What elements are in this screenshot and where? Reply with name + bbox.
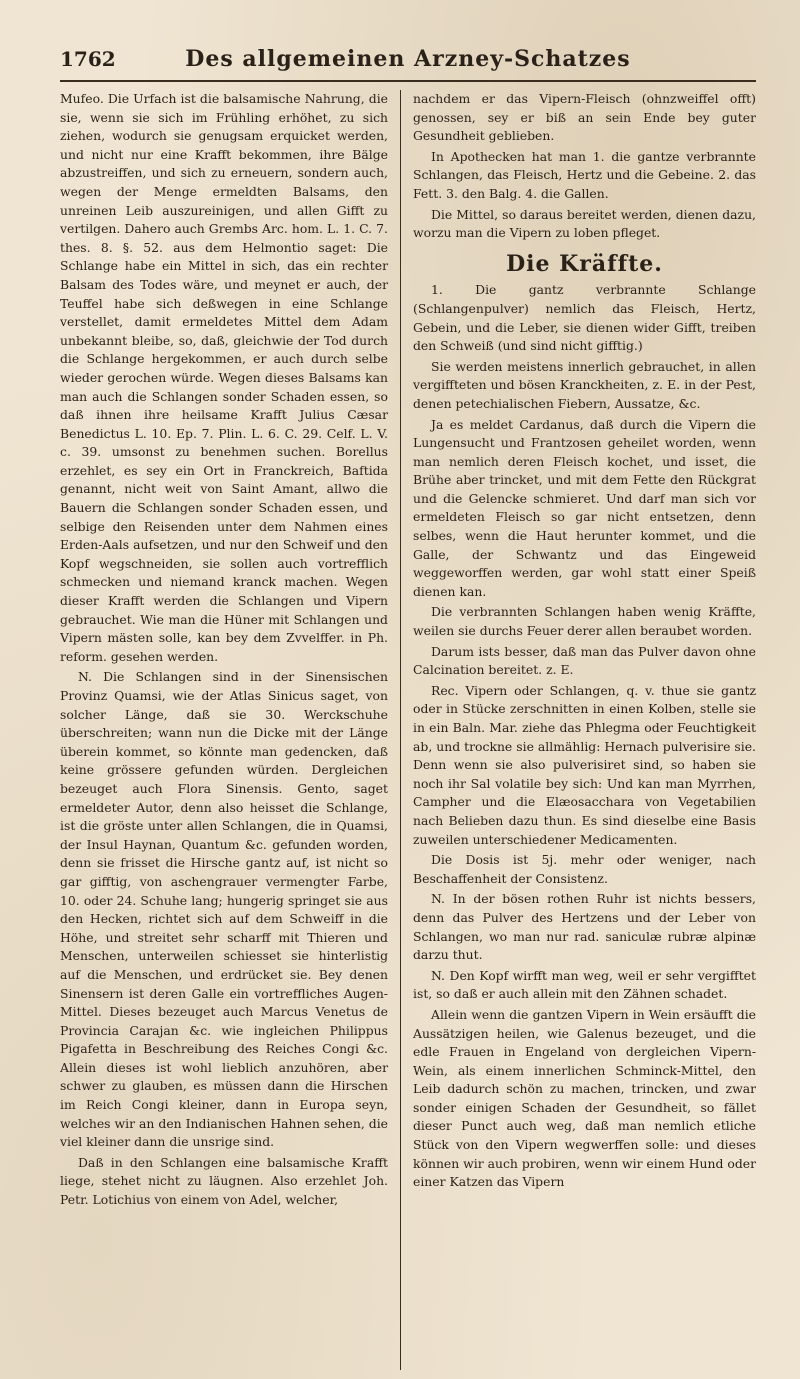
left-column — [60, 90, 400, 1370]
paragraph: Mufeo. Die Urfach ist die balsamische Nahrung, die sie, wenn sie sich im Frühling erhöhet, zu sich ziehen, wodurch sie genugsam erquicket werden, und nicht nur eine Krafft bekommen, ihre Bälge abzustreiffen, und sich zu erneuern, sondern auch, wegen der Menge ermeldten Balsams, den unreinen Leib auszureinigen, und allen Gifft zu vertilgen. Dahero auch Grembs Arc. hom. L. 1. C. 7. thes. 8. §. 52. aus dem Helmontio saget: Die Schlange habe ein Mittel in sich, das ein rechter Balsam des Todes wäre, und meynet er auch, der Teuffel habe sich deßwegen in eine Schlange verstellet, damit ermeldetes Mittel dem Adam unbekannt bleibe, so, daß, gleichwie der Tod durch die Schlange hergekommen, er auch durch selbe wieder gerochen würde. Wegen dieses Balsams kan man auch die Schlangen sonder Schaden essen, so daß ihnen ihre heilsame Krafft Julius Cæsar Benedictus L. 10. Ep. 7. Plin. L. 6. C. 29. Celf. L. V. c. 39. umsonst zu benehmen suchen. Borellus erzehlet, es sey ein Ort in Franckreich, Baftida genannt, nicht weit von Saint Amant, allwo die Bauern die Schlangen sonder Schaden essen, und selbige den Reisenden unter dem Nahmen eines Erden-Aals aufsetzen, und nur den Schweif und den Kopf wegschneiden, sie sollen auch vortrefflich schmecken und niemand kranck machen. Wegen dieser Krafft werden die Schlangen und Vipern gebrauchet. Wie man die Hüner mit Schlangen und Vipern mästen solle, kan bey dem Zvvelffer. in Ph. reform. gesehen werden. — [60, 91, 388, 664]
text-columns — [60, 90, 756, 1370]
paragraph: Rec. Vipern oder Schlangen, q. v. thue sie gantz oder in Stücke zerschnitten in einen Kolben, stelle sie in ein Baln. Mar. ziehe das Phlegma oder Feuchtigkeit ab, und trockne sie allmählig: Hernach pulverisire sie. Denn wenn sie also pulverisiret sind, so haben sie noch ihr Sal volatile bey sich: Und kan man Myrrhen, Campher und die Elæosacchara von Vegetabilien nach Belieben dazu thun. Es sind dieselbe eine Basis zuweilen unterschiedener Medicamenten. — [413, 682, 756, 847]
paragraph: Die verbrannten Schlangen haben wenig Kräffte, weilen sie durchs Feuer derer allen beraubet worden. — [413, 604, 756, 639]
paragraph: Ja es meldet Cardanus, daß durch die Vipern die Lungensucht und Frantzosen geheilet worden, wenn man nemlich deren Fleisch kochet, und isset, die Brühe aber trincket, und mit dem Fette den Rückgrat und die Gelencke schmieret. Und darf man sich vor ermeldeten Fleisch so gar nicht entsetzen, denn selbes, wenn die Haut herunter kommet, und die Galle, der Schwantz und das Eingeweid weggeworffen werden, gar wohl statt einer Speiß dienen kan. — [413, 416, 756, 599]
paragraph: Die Dosis ist 5j. mehr oder weniger, nach Beschaffenheit der Consistenz. — [413, 852, 756, 886]
paragraph: Sie werden meistens innerlich gebrauchet, in allen vergiffteten und bösen Kranckheiten, z. E. in der Pest, denen petechialischen Fiebern, Aussatze, &c. — [413, 358, 756, 411]
paragraph: Allein wenn die gantzen Vipern in Wein ersäufft die Aussätzigen heilen, wie Galenus bezeuget, und die edle Frauen in Engeland von dergleichen Vipern-Wein, als einem innerlichen Schminck-Mittel, den Leib dadurch schön zu machen, trincken, und zwar sonder einigen Schaden der Gesundheit, so fället dieser Punct auch weg, daß man nemlich etliche Stück von den Vipern wegwerffen solle: und dieses können wir auch probiren, wenn wir einem Hund oder einer Katzen das Vipern — [413, 1006, 756, 1190]
paragraph: N. In der bösen rothen Ruhr ist nichts bessers, denn das Pulver des Hertzens und der Leber von Schlangen, wo man nur rad. saniculæ rubræ alpinæ darzu thut. — [413, 891, 756, 963]
section-heading: Die Kräffte. — [506, 250, 663, 277]
paragraph: In Apothecken hat man 1. die gantze verbrannte Schlangen, das Fleisch, Hertz und die Gebeine. 2. das Fett. 3. den Balg. 4. die Gallen. — [413, 148, 756, 201]
paragraph: N. Die Schlangen sind in der Sinensischen Provinz Quamsi, wie der Atlas Sinicus saget, von solcher Länge, daß sie 30. Werckschuhe überschreiten; wann nun die Dicke mit der Länge überein kommet, so könnte man gedencken, daß keine grössere gefunden würden. Dergleichen bezeuget auch Flora Sinensis. Gento, saget ermeldeter Autor, denn also heisset die Schlange, ist die gröste unter allen Schlangen, die in Quamsi, der Insul Haynan, Quantum &c. gefunden worden, denn sie frisset die Hirsche gantz auf, ist nicht so gar gifftig, von aschengrauer vermengter Farbe, 10. oder 24. Schuhe lang; hungerig springet sie aus den Hecken, richtet sich auf dem Schweiff in die Höhe, und streitet sehr scharff mit Thieren und Menschen, unterweilen schiesset sie hinterlistig auf die Menschen, und erdrücket sie. Bey denen Sinensern ist deren Galle ein vortreffliches Augen-Mittel. Dieses bezeuget auch Marcus Venetus de Provincia Carajan &c. wie ingleichen Philippus Pigafetta in Beschreibung des Reiches Congi &c. Allein dieses ist wohl lieblich anzuhören, aber schwer zu glauben, es müssen dann die Hirschen im Reich Congi kleiner, dann in Europa seyn, welches wir an den Indianischen Hahnen sehen, die viel kleiner dann die unsrige sind. — [60, 669, 388, 1150]
running-title: Des allgemeinen Arzney-Schatzes — [185, 46, 631, 72]
page-header — [60, 46, 756, 82]
paragraph: Darum ists besser, daß man das Pulver davon ohne Calcination bereitet. z. E. — [413, 643, 756, 678]
paragraph: nachdem er das Vipern-Fleisch (ohnzweiffel offt) genossen, sey er biß an sein Ende bey guter Gesundheit geblieben. — [413, 91, 756, 144]
page-number: 1762 — [60, 47, 116, 71]
paragraph: Die Mittel, so daraus bereitet werden, dienen dazu, worzu man die Vipern zu loben pfleget. — [413, 206, 756, 241]
right-column — [400, 90, 756, 1370]
paragraph: 1. Die gantz verbrannte Schlange (Schlangenpulver) nemlich das Fleisch, Hertz, Gebein, und die Leber, sie dienen wider Gifft, treiben den Schweiß (und sind nicht gifftig.) — [413, 282, 756, 354]
paragraph: N. Den Kopf wirfft man weg, weil er sehr vergifftet ist, so daß er auch allein mit den Zähnen schadet. — [413, 967, 756, 1002]
paragraph: Daß in den Schlangen eine balsamische Krafft liege, stehet nicht zu läugnen. Also erzehlet Joh. Petr. Lotichius von einem von Adel, welcher, — [60, 1154, 388, 1208]
